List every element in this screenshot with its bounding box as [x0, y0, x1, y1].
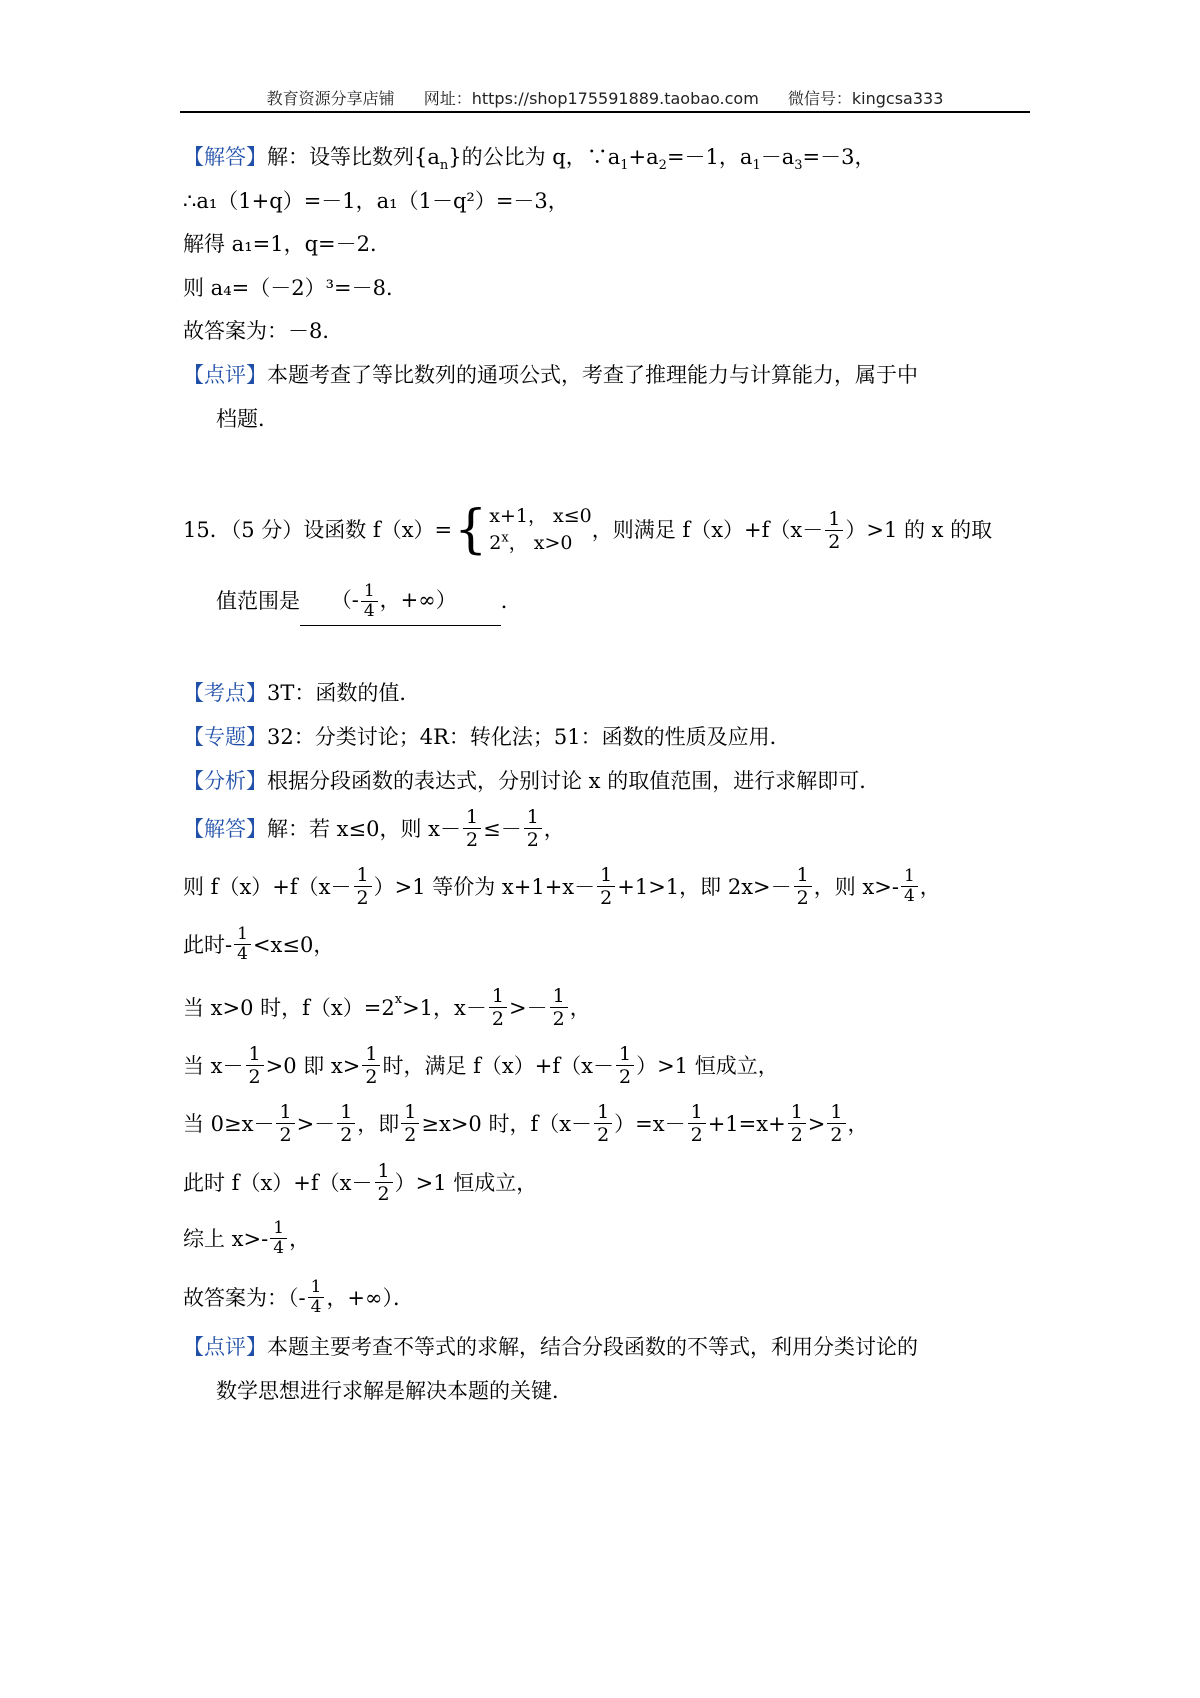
case-2: 2$^x$， x>0	[489, 530, 573, 554]
q15-s4: 当 x>0 时，f（x）=2 $^x$ >1，x－ $\frac{1}{2}$ >－ $\frac{1}{2}$ ，	[183, 985, 591, 1030]
q14-review-cont: 档题．	[216, 407, 279, 431]
q14-line5: 故答案为：－8．	[183, 319, 344, 343]
tag-review: 【点评】	[183, 363, 267, 387]
q15-review: 【点评】本题主要考查不等式的求解，结合分段函数的不等式，利用分类讨论的	[183, 1335, 918, 1359]
q14-review: 【点评】本题考查了等比数列的通项公式，考查了推理能力与计算能力，属于中	[183, 363, 918, 387]
answer-blank: （- $\frac{1}{4}$ ，+∞）	[300, 575, 501, 626]
wechat-id: 微信号：kingcsa333	[787, 89, 944, 108]
q15-fenxi: 【分析】根据分段函数的表达式，分别讨论 x 的取值范围，进行求解即可．	[183, 769, 881, 793]
q15-kaodian: 【考点】3T：函数的值．	[183, 681, 421, 705]
q15-stem: 15．（5 分）设函数 f（x）= { x+1， x≤0 2$^x$， x>0 ，则满足 f（x）+f（x－ $\frac{1}{2}$ ）>1 的 x 的取	[183, 500, 993, 560]
q15-s9: 故答案为：（ - $\frac{1}{4}$ ，+∞）．	[183, 1277, 415, 1317]
q15-s6: 当 0≥x－ $\frac{1}{2}$ >－ $\frac{1}{2}$ ，即 $\frac{1}{2}$ ≥x>0 时，f（x－ $\frac{1}{2}$ ）=x－ $\frac{1}{2}$ +1=x+ $\frac{1}{2}$ > $\frac{1}{2}$ ，	[183, 1101, 869, 1146]
q15-zhuanti: 【专题】32：分类讨论；4R：转化法；51：函数的性质及应用．	[183, 725, 791, 749]
header-rule	[180, 111, 1030, 113]
q15-stem-line2: 值范围是 （- $\frac{1}{4}$ ，+∞） ．	[216, 575, 522, 626]
q15-s1: 【解答】 解：若 x≤0，则 x－ $\frac{1}{2}$ ≤－ $\frac{1}{2}$ ，	[183, 806, 565, 851]
q15-s2: 则 f（x）+f（x－ $\frac{1}{2}$ ）>1 等价为 x+1+x－ $\frac{1}{2}$ +1>1，即 2x>－ $\frac{1}{2}$ ，则 x> - $\frac{1}{4}$ ，	[183, 864, 941, 909]
q14-line4: 则 a₄=（－2）³=－8．	[183, 276, 407, 300]
fraction-half: $\frac{1}{2}$	[825, 508, 843, 553]
page-header	[180, 86, 1030, 109]
shop-url: 网址：https://shop175591889.taobao.com	[423, 89, 759, 108]
q14-line2: ∴a₁（1+q）=－1，a₁（1－q²）=－3，	[183, 189, 569, 213]
piecewise-function: { x+1， x≤0 2$^x$， x>0	[454, 500, 592, 560]
q15-s3: 此时 - $\frac{1}{4}$ <x≤0，	[183, 924, 335, 964]
q15-s8: 综上 x> - $\frac{1}{4}$ ，	[183, 1218, 311, 1258]
q15-s7: 此时 f（x）+f（x－ $\frac{1}{2}$ ）>1 恒成立，	[183, 1160, 538, 1205]
q14-line3: 解得 a₁=1，q=－2．	[183, 232, 391, 256]
q15-review-cont: 数学思想进行求解是解决本题的关键．	[216, 1379, 573, 1403]
q14-answer-line1: 【解答】解：设等比数列$\{a_n\}$的公比为 q，$\because a_1+a_2=-1$，$a_1-a_3=-3$，	[183, 145, 876, 174]
case-1: x+1， x≤0	[489, 505, 592, 527]
q15-s5: 当 x－ $\frac{1}{2}$ >0 即 x> $\frac{1}{2}$ 时，满足 f（x）+f（x－ $\frac{1}{2}$ ）>1 恒成立，	[183, 1043, 779, 1088]
tag-answer: 【解答】	[183, 145, 267, 169]
shop-name: 教育资源分享店铺	[266, 89, 395, 108]
